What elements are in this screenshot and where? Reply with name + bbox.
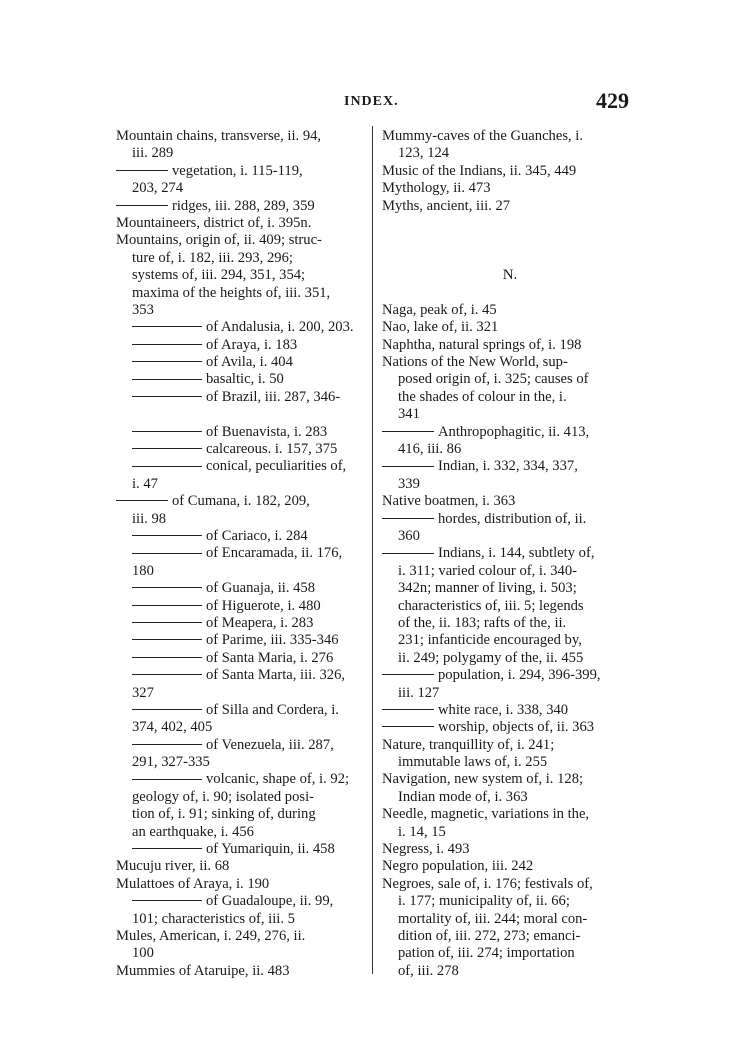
repeat-dash: [132, 622, 202, 623]
index-subentry: [116, 528, 368, 545]
repeat-dash: [132, 779, 202, 780]
index-subentry: [116, 337, 368, 354]
entry-text: of Guadaloupe, ii. 99,: [206, 893, 334, 910]
repeat-dash: [132, 535, 202, 536]
repeat-dash: [132, 361, 202, 362]
entry-text: of Avila, i. 404: [206, 354, 293, 371]
page-title: INDEX.: [344, 94, 399, 109]
entry-text: Anthropophagitic, ii. 413,: [438, 423, 590, 440]
entry-text: white race, i. 338, 340: [438, 701, 569, 718]
entry-text: 339: [398, 475, 420, 492]
entry-text: of Venezuela, iii. 287,: [206, 736, 334, 753]
index-subentry: [116, 354, 368, 371]
index-continuation: [116, 719, 368, 736]
left-index-column: [116, 128, 368, 980]
index-continuation: [116, 180, 368, 197]
index-continuation: [382, 371, 638, 388]
entry-text: of Buenavista, i. 283: [206, 423, 328, 440]
entry-text: of Araya, i. 183: [206, 336, 298, 353]
index-subentry: [116, 841, 368, 858]
entry-text: 101; characteristics of, iii. 5: [132, 910, 295, 927]
index-subentry: [382, 511, 638, 528]
index-entry: [382, 337, 638, 354]
index-entry: [116, 858, 368, 875]
blank-line: [382, 215, 638, 232]
index-subentry: [116, 580, 368, 597]
entry-text: 374, 402, 405: [132, 719, 213, 736]
entry-text: volcanic, shape of, i. 92;: [206, 771, 350, 788]
repeat-dash: [116, 205, 168, 206]
entry-text: Myths, ancient, iii. 27: [382, 197, 511, 214]
entry-text: of Cumana, i. 182, 209,: [172, 493, 310, 510]
entry-text: of Yumariquin, ii. 458: [206, 841, 335, 858]
index-continuation: [382, 145, 638, 162]
page-number: 429: [596, 88, 629, 113]
entry-text: Navigation, new system of, i. 128;: [382, 771, 584, 788]
blank-line: [382, 232, 638, 249]
index-subentry: [116, 493, 368, 510]
index-continuation: [116, 754, 368, 771]
index-subentry: [116, 632, 368, 649]
entry-text: of Encaramada, ii. 176,: [206, 545, 343, 562]
repeat-dash: [116, 170, 168, 171]
entry-text: of Meapera, i. 283: [206, 614, 314, 631]
index-continuation: [382, 789, 638, 806]
repeat-dash: [382, 466, 434, 467]
index-subentry: [116, 598, 368, 615]
index-entry: [382, 806, 638, 823]
index-subentry: [382, 458, 638, 475]
entry-text: hordes, distribution of, ii.: [438, 510, 587, 527]
entry-text: posed origin of, i. 325; causes of: [398, 371, 589, 388]
index-subentry: [116, 615, 368, 632]
index-continuation: [382, 963, 638, 980]
entry-text: 353: [132, 301, 154, 318]
entry-text: of Silla and Cordera, i.: [206, 701, 339, 718]
index-continuation: [116, 250, 368, 267]
repeat-dash: [132, 379, 202, 380]
index-continuation: [382, 928, 638, 945]
index-entry: [382, 319, 638, 336]
entry-text: Negro population, iii. 242: [382, 858, 534, 875]
entry-text: 123, 124: [398, 145, 450, 162]
repeat-dash: [132, 639, 202, 640]
index-continuation: [382, 824, 638, 841]
index-continuation: [382, 580, 638, 597]
entry-text: of Santa Marta, iii. 326,: [206, 667, 346, 684]
index-subentry: [116, 163, 368, 180]
entry-text: of Andalusia, i. 200, 203.: [206, 319, 354, 336]
entry-text: population, i. 294, 396-399,: [438, 667, 601, 684]
repeat-dash: [132, 344, 202, 345]
repeat-dash: [382, 674, 434, 675]
index-continuation: [382, 911, 638, 928]
entry-text: Indian mode of, i. 363: [398, 788, 528, 805]
entry-text: Music of the Indians, ii. 345, 449: [382, 162, 577, 179]
index-subentry: [116, 667, 368, 684]
repeat-dash: [132, 674, 202, 675]
entry-text: maxima of the heights of, iii. 351,: [132, 284, 331, 301]
entry-text: tion of, i. 91; sinking of, during: [132, 806, 316, 823]
entry-text: geology of, i. 90; isolated posi-: [132, 788, 314, 805]
repeat-dash: [382, 431, 434, 432]
index-continuation: [116, 563, 368, 580]
index-subentry: [116, 650, 368, 667]
right-index-column: [382, 128, 638, 980]
index-subentry: [116, 771, 368, 788]
entry-text: i. 47: [132, 475, 158, 492]
index-subentry: [116, 737, 368, 754]
entry-text: of Santa Maria, i. 276: [206, 649, 334, 666]
entry-text: Negroes, sale of, i. 176; festivals of,: [382, 875, 593, 892]
entry-text: Nations of the New World, sup-: [382, 354, 568, 371]
entry-text: Indians, i. 144, subtlety of,: [438, 545, 595, 562]
index-entry: [382, 128, 638, 145]
index-subentry: [116, 545, 368, 562]
entry-text: characteristics of, iii. 5; legends: [398, 597, 584, 614]
entry-text: worship, objects of, ii. 363: [438, 719, 595, 736]
index-entry: [382, 354, 638, 371]
index-continuation: [116, 824, 368, 841]
entry-text: dition of, iii. 272, 273; emanci-: [398, 927, 581, 944]
index-entry: [116, 232, 368, 249]
index-continuation: [116, 267, 368, 284]
index-continuation: [382, 598, 638, 615]
index-entry: [116, 928, 368, 945]
entry-text: Mountain chains, transverse, ii. 94,: [116, 128, 322, 144]
entry-text: Native boatmen, i. 363: [382, 493, 516, 510]
repeat-dash: [382, 709, 434, 710]
repeat-dash: [382, 726, 434, 727]
entry-text: of Higuerote, i. 480: [206, 597, 321, 614]
entry-text: of the, ii. 183; rafts of the, ii.: [398, 614, 567, 631]
blank-line: [382, 250, 638, 267]
entry-text: 180: [132, 562, 154, 579]
index-entry: [382, 163, 638, 180]
index-subentry: [382, 545, 638, 562]
entry-text: an earthquake, i. 456: [132, 823, 254, 840]
repeat-dash: [382, 518, 434, 519]
entry-text: 327: [132, 684, 154, 701]
index-entry: [382, 858, 638, 875]
index-entry: [382, 180, 638, 197]
repeat-dash: [132, 553, 202, 554]
index-entry: [382, 737, 638, 754]
index-subentry: [116, 198, 368, 215]
entry-text: 342n; manner of living, i. 503;: [398, 580, 577, 597]
entry-text: 291, 327-335: [132, 754, 210, 771]
entry-text: ture of, i. 182, iii. 293, 296;: [132, 249, 293, 266]
index-entry: [116, 215, 368, 232]
index-entry: [382, 302, 638, 319]
index-continuation: [116, 685, 368, 702]
index-continuation: [116, 145, 368, 162]
index-subentry: [116, 319, 368, 336]
index-subentry: [116, 458, 368, 475]
entry-text: Mountaineers, district of, i. 395n.: [116, 214, 312, 231]
index-entry: [382, 493, 638, 510]
index-continuation: [382, 389, 638, 406]
entry-text: Mules, American, i. 249, 276, ii.: [116, 927, 306, 944]
entry-text: of Parime, iii. 335-346: [206, 632, 339, 649]
entry-text: of Cariaco, i. 284: [206, 527, 308, 544]
index-entry: [116, 963, 368, 980]
entry-text: Mummies of Ataruipe, ii. 483: [116, 962, 290, 979]
index-continuation: [116, 285, 368, 302]
index-entry: [382, 876, 638, 893]
repeat-dash: [132, 709, 202, 710]
entry-text: iii. 127: [398, 684, 440, 701]
entry-text: pation of, iii. 274; importation: [398, 945, 575, 962]
repeat-dash: [132, 431, 202, 432]
entry-text: immutable laws of, i. 255: [398, 754, 548, 771]
index-entry: [382, 198, 638, 215]
index-continuation: [116, 945, 368, 962]
entry-text: i. 311; varied colour of, i. 340-: [398, 562, 578, 579]
entry-text: Naphtha, natural springs of, i. 198: [382, 336, 582, 353]
index-entry: [382, 771, 638, 788]
index-continuation: [382, 528, 638, 545]
entry-text: Indian, i. 332, 334, 337,: [438, 458, 578, 475]
entry-text: vegetation, i. 115-119,: [172, 162, 303, 179]
index-continuation: [382, 563, 638, 580]
entry-text: Negress, i. 493: [382, 841, 470, 858]
entry-text: iii. 289: [132, 145, 174, 162]
index-subentry: [116, 424, 368, 441]
entry-text: iii. 98: [132, 510, 167, 527]
entry-text: systems of, iii. 294, 351, 354;: [132, 267, 306, 284]
repeat-dash: [132, 466, 202, 467]
repeat-dash: [132, 900, 202, 901]
entry-text: calcareous. i. 157, 375: [206, 441, 338, 458]
index-continuation: [382, 893, 638, 910]
entry-text: i. 14, 15: [398, 823, 446, 840]
index-continuation: [116, 476, 368, 493]
index-continuation: [116, 789, 368, 806]
entry-text: ridges, iii. 288, 289, 359: [172, 197, 315, 214]
section-heading: [382, 267, 638, 284]
index-continuation: [116, 806, 368, 823]
repeat-dash: [132, 396, 202, 397]
repeat-dash: [132, 605, 202, 606]
entry-text: Nao, lake of, ii. 321: [382, 319, 499, 336]
index-entry: [116, 128, 368, 145]
entry-text: Naga, peak of, i. 45: [382, 301, 497, 318]
index-subentry: [116, 371, 368, 388]
running-head: [0, 88, 750, 116]
entry-text: of, iii. 278: [398, 962, 459, 979]
repeat-dash: [132, 657, 202, 658]
entry-text: Mythology, ii. 473: [382, 180, 491, 197]
entry-text: mortality of, iii. 244; moral con-: [398, 910, 588, 927]
index-subentry: [382, 424, 638, 441]
index-entry: [382, 841, 638, 858]
index-continuation: [382, 441, 638, 458]
entry-text: the shades of colour in the, i.: [398, 388, 567, 405]
entry-text: Mucuju river, ii. 68: [116, 858, 230, 875]
index-subentry: [116, 441, 368, 458]
index-subentry: [382, 702, 638, 719]
entry-text: of Brazil, iii. 287, 346-: [206, 388, 341, 405]
entry-text: of Guanaja, ii. 458: [206, 580, 316, 597]
entry-text: 100: [132, 945, 154, 962]
entry-text: N.: [502, 267, 518, 284]
entry-text: conical, peculiarities of,: [206, 458, 347, 475]
entry-text: 360: [398, 527, 420, 544]
entry-text: basaltic, i. 50: [206, 371, 284, 388]
index-continuation: [382, 650, 638, 667]
index-continuation: [116, 511, 368, 528]
entry-text: Mountains, origin of, ii. 409; struc-: [116, 232, 322, 249]
repeat-dash: [116, 500, 168, 501]
entry-text: 203, 274: [132, 180, 184, 197]
entry-text: ii. 249; polygamy of the, ii. 455: [398, 649, 584, 666]
index-subentry: [382, 719, 638, 736]
index-continuation: [382, 406, 638, 423]
index-entry: [116, 876, 368, 893]
entry-text: 416, iii. 86: [398, 441, 462, 458]
index-continuation: [116, 911, 368, 928]
index-subentry: [116, 893, 368, 910]
column-divider: [372, 126, 373, 974]
entry-text: Nature, tranquillity of, i. 241;: [382, 736, 555, 753]
repeat-dash: [382, 553, 434, 554]
index-subentry: [382, 667, 638, 684]
blank-line: [116, 406, 368, 423]
repeat-dash: [132, 326, 202, 327]
entry-text: i. 177; municipality of, ii. 66;: [398, 893, 570, 910]
repeat-dash: [132, 848, 202, 849]
index-continuation: [382, 945, 638, 962]
entry-text: Mulattoes of Araya, i. 190: [116, 875, 270, 892]
entry-text: 341: [398, 406, 420, 423]
index-subentry: [116, 389, 368, 406]
repeat-dash: [132, 587, 202, 588]
index-continuation: [382, 754, 638, 771]
index-subentry: [116, 702, 368, 719]
index-continuation: [382, 615, 638, 632]
repeat-dash: [132, 448, 202, 449]
repeat-dash: [132, 744, 202, 745]
index-continuation: [382, 632, 638, 649]
blank-line: [382, 285, 638, 302]
entry-text: 231; infanticide encouraged by,: [398, 632, 582, 649]
index-continuation: [382, 476, 638, 493]
index-continuation: [382, 685, 638, 702]
entry-text: Mummy-caves of the Guanches, i.: [382, 128, 584, 144]
index-continuation: [116, 302, 368, 319]
entry-text: Needle, magnetic, variations in the,: [382, 806, 590, 823]
